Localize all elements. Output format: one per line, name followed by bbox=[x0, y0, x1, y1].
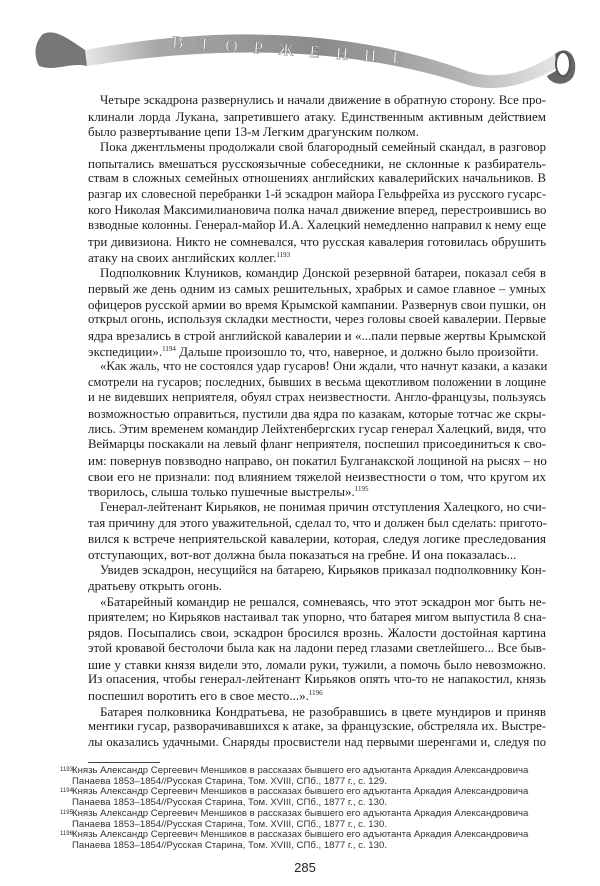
text-line: ядра врезались в строй английской кавалерии и «...пали первые жертвы Крымской bbox=[88, 327, 546, 343]
footnote bbox=[60, 830, 546, 851]
footnote bbox=[60, 766, 546, 787]
footnote-ref[interactable]: 1193 bbox=[276, 250, 291, 259]
text-line: Веймарцы поскакали на левый фланг неприятеля, поспешил присоединиться к сво- bbox=[88, 437, 546, 452]
text-line: дратьеву открыть огонь. bbox=[88, 578, 222, 594]
text-line: тая причину для этого уважительной, сделал то, что и должен был сделать: пригото- bbox=[88, 515, 547, 530]
footnote-number: 1193 bbox=[60, 767, 73, 773]
text-line: поспешил воротить его в свое место...».$^{1196}$ bbox=[88, 687, 323, 703]
paragraph bbox=[88, 359, 546, 500]
text-line: клинали лорда Лукана, запретившего атаку. Единственным активным действием bbox=[88, 108, 546, 124]
text-line: этой кровавой бестолочи была как на ладони перед глазами светлейшего... Все быв- bbox=[88, 640, 546, 655]
text-line: творилось, слыша только пушечные выстрелы».$^{1195}$ bbox=[88, 484, 369, 500]
footnote-line: Князь Александр Сергеевич Меншиков в рассказах бывшего его адъютанта Аркадия Александровича bbox=[72, 786, 529, 798]
text-line: первый же день одним из самых решительных, храбрых и самое главное – умных bbox=[88, 280, 546, 296]
text-line: шие у ставки князя видели это, ломали руки, тужили, а помочь было невозможно. bbox=[88, 656, 546, 672]
footnote-line: Панаева 1853–1854//Русская Старина, Том. XVIII, СПб., 1877 г., с. 129. bbox=[72, 775, 387, 787]
text-line: лы оказались удачными. Снаряды просвистели над первыми шеренгами и, следуя по bbox=[88, 734, 546, 749]
ribbon-left-curl bbox=[36, 32, 87, 68]
text-line: ментики гусар, разворачивавшихся к атаке, за французские, обстреляла их. Выстре- bbox=[88, 719, 546, 734]
footnote-rule bbox=[88, 762, 160, 763]
text-line: три дивизиона. Никто не сомневался, что русская кавалерия готовилась обрушить bbox=[88, 233, 546, 249]
footnotes bbox=[60, 766, 546, 852]
paragraph bbox=[88, 500, 546, 563]
text-line: им: повернув повзводно направо, он покатил Булганакской лощиной на рысях – но bbox=[88, 453, 547, 469]
text-line: «Батарейный командир не решался, сомневаясь, что этот эскадрон мог быть не- bbox=[100, 594, 546, 609]
text-line: смотрели на гусаров; последних, бывших в весьма щекотливом положении в лощине bbox=[88, 374, 546, 389]
text-line: вился к встрече неприятельской кавалерии, которая, следуя логике преследования bbox=[88, 531, 546, 547]
chapter-banner bbox=[25, 22, 580, 92]
text-line: атаку на своих английских коллег.$^{1193}$ bbox=[88, 249, 291, 265]
footnote-line: Князь Александр Сергеевич Меншиков в рассказах бывшего его адъютанта Аркадия Александровича bbox=[72, 829, 529, 841]
text-line: взводные колонны. Генерал-майор И.А. Халецкий немедленно направил к нему еще bbox=[88, 218, 546, 233]
text-line: лись. Этим временем командир Лейхтенбергских гусар генерал Халецкий, видя, что bbox=[88, 421, 546, 436]
text-line: открыл огонь, используя складки местности, через головы своей кавалерии. Первые bbox=[88, 312, 546, 327]
footnote bbox=[60, 787, 546, 808]
page-number: 285 bbox=[294, 860, 316, 875]
paragraph bbox=[88, 563, 546, 594]
footnote-number: 1196 bbox=[60, 831, 73, 838]
text-line: офицеров русской армии во время Крымской кампании. Развернув свои пушки, он bbox=[88, 296, 546, 312]
footnote-number: 1195 bbox=[60, 809, 73, 816]
footnote-line: Князь Александр Сергеевич Меншиков в рассказах бывшего его адъютанта Аркадия Александровича bbox=[72, 807, 529, 819]
footnote-ref[interactable]: 1196 bbox=[308, 688, 323, 697]
text-line: отступающих, вот-вот должна была показаться на гребне. И она показалась... bbox=[88, 547, 517, 563]
footnote-ref[interactable]: 1195 bbox=[354, 485, 369, 494]
text-line: попытались вмешаться русскоязычные собеседники, не склонные к разбиратель- bbox=[88, 155, 546, 171]
footnote bbox=[60, 809, 546, 830]
footnote-line: Панаева 1853–1854//Русская Старина, Том. XVIII, СПб., 1877 г., с. 130. bbox=[72, 797, 387, 809]
text-line: возможностью оправиться, пустили два ядра по казакам, которые тотчас же скры- bbox=[88, 406, 546, 422]
paragraph bbox=[88, 594, 546, 704]
footnote-number: 1194 bbox=[60, 788, 73, 795]
footnote-line: Панаева 1853–1854//Русская Старина, Том. XVIII, СПб., 1877 г., с. 130. bbox=[72, 818, 387, 830]
text-line: экспедиции».$^{1194}$ Дальше произошло то, что, наверное, и должно было произойти. bbox=[88, 343, 539, 359]
text-line: разгар их словесной перебранки 1-й эскадрон майора Гельфрейха из русского гусарс- bbox=[88, 186, 546, 201]
footnote-line: Князь Александр Сергеевич Меншиков в рассказах бывшего его адъютанта Аркадия Александровича bbox=[72, 765, 529, 776]
text-line: Батарея полковника Кондратьева, не разобравшись в цвете мундиров и приняв bbox=[100, 703, 546, 719]
paragraph bbox=[88, 265, 546, 359]
text-line: приятелем; но Кирьяков настаивал так упорно, что батарея мигом выпустила 8 сна- bbox=[88, 609, 546, 624]
footnote-line: Панаева 1853–1854//Русская Старина, Том. XVIII, СПб., 1877 г., с. 130. bbox=[72, 839, 387, 851]
paragraph bbox=[88, 140, 546, 265]
text-line: кого Николая Максимилиановича полка начал движение вперед, перестроившись во bbox=[88, 202, 547, 217]
paragraph bbox=[88, 704, 546, 751]
text-line: Подполковник Клуников, командир Донской резервной батареи, показал себя в bbox=[100, 265, 546, 281]
text-line: Четыре эскадрона развернулись и начали движение в обратную сторону. Все про- bbox=[100, 93, 546, 107]
text-line: и не видевших неприятеля, обуял страх неизвестности. Англо-французы, пользуясь bbox=[88, 390, 546, 405]
footnote-ref[interactable]: 1194 bbox=[162, 344, 176, 353]
chapter-title: ВТОРЖЕНИЕ bbox=[171, 32, 420, 69]
text-line: Увидев эскадрон, несущийся на батарею, Кирьяков приказал подполковнику Кон- bbox=[100, 562, 546, 577]
text-line: рядов. Посыпались свои, эскадрон бросился врознь. Жалости достойная картина bbox=[88, 625, 546, 641]
body-text bbox=[88, 93, 546, 751]
text-line: Пока джентльмены продолжали свой благородный семейный скандал, в разговор bbox=[100, 139, 546, 154]
text-line: Генерал-лейтенант Кирьяков, не понимая причин отступления Халецкого, но счи- bbox=[100, 500, 546, 515]
text-line: Из опасения, чтобы генерал-лейтенант Кирьяков опять что-то не напакостил, князь bbox=[88, 672, 546, 687]
text-line: «Как жаль, что не состоялся удар гусаров! Они ждали, что начнут казаки, а казаки bbox=[100, 359, 548, 374]
text-line: свои его не признали: под влиянием тяжелой неизвестности о том, что кругом их bbox=[88, 468, 546, 484]
text-line: было развертывание цепи 13-м Легким драгунским полком. bbox=[88, 124, 419, 140]
text-line: ствам в сложных семейных отношениях английских кавалерийских начальников. В bbox=[88, 171, 546, 186]
paragraph bbox=[88, 93, 546, 140]
